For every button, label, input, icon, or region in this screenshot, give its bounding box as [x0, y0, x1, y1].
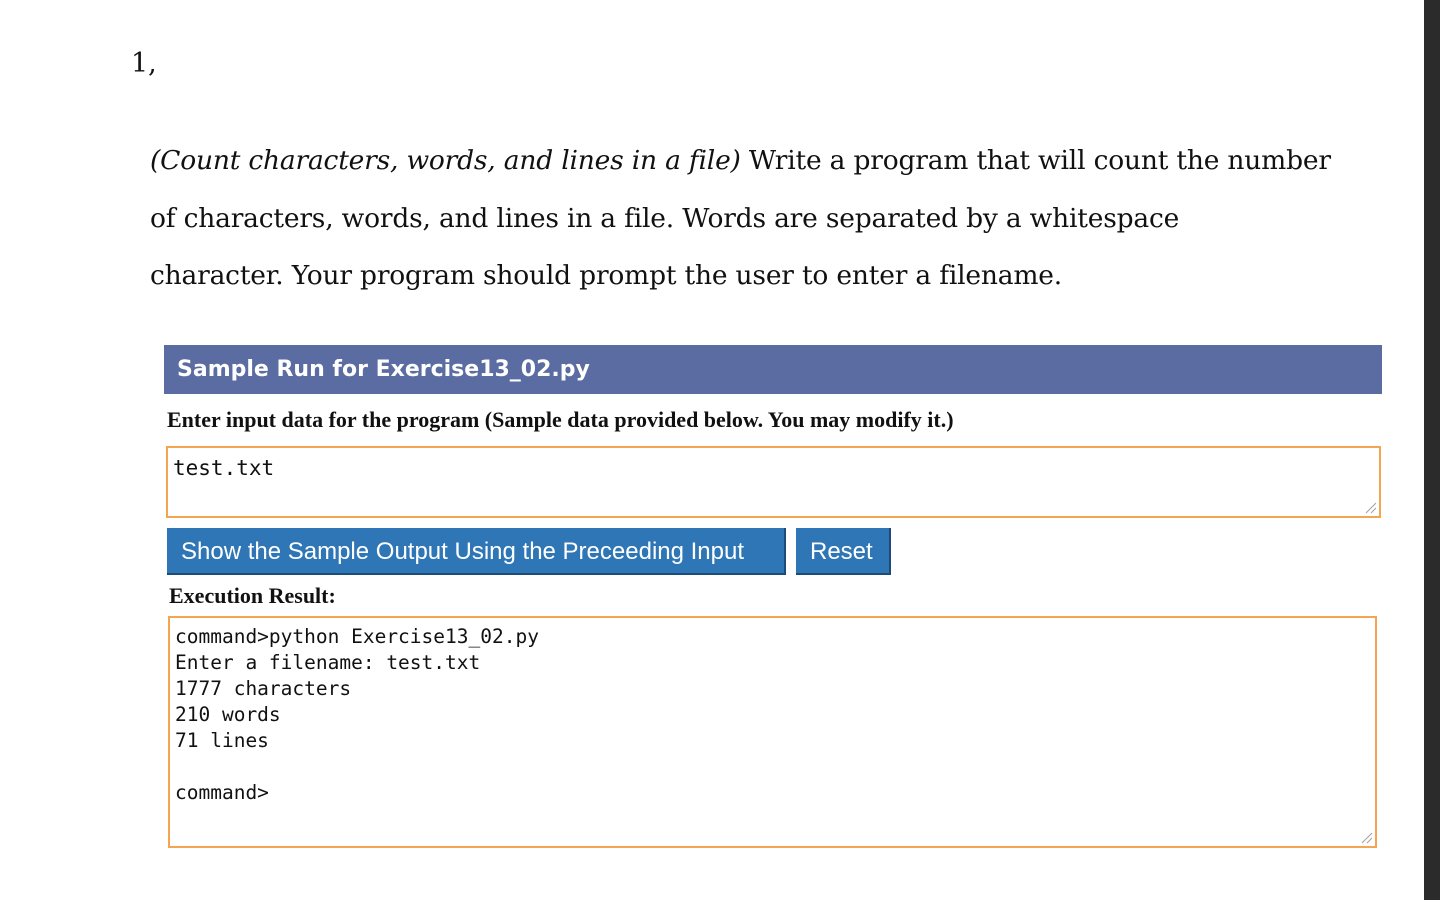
resize-grip-icon[interactable] — [1359, 830, 1373, 844]
item-number: 1, — [131, 48, 157, 79]
problem-title: (Count characters, words, and lines in a file) — [150, 145, 741, 176]
problem-line-3: character. Your program should prompt the user to enter a filename. — [150, 260, 1062, 291]
sample-run-header: Sample Run for Exercise13_02.py — [164, 345, 1382, 394]
problem-line-1-text: Write a program that will count the number — [740, 145, 1331, 176]
input-data-textarea[interactable] — [166, 446, 1381, 518]
resize-grip-icon[interactable] — [1363, 500, 1377, 514]
show-sample-output-button[interactable]: Show the Sample Output Using the Preceeding Input — [167, 528, 786, 575]
problem-line-2: of characters, words, and lines in a file. Words are separated by a whitespace — [150, 202, 1180, 234]
problem-line-1 — [150, 132, 1400, 190]
input-data-label: Enter input data for the program (Sample data provided below. You may modify it.) — [167, 407, 954, 432]
problem-statement — [150, 132, 1400, 305]
execution-result-label: Execution Result: — [169, 583, 336, 608]
execution-result-textarea[interactable] — [168, 616, 1377, 848]
reset-button[interactable]: Reset — [796, 528, 891, 575]
output-line: Enter a filename: test.txt — [175, 651, 481, 674]
output-line: command>python Exercise13_02.py — [175, 625, 539, 648]
output-line: 1777 characters — [175, 677, 352, 700]
output-line: 210 words — [175, 703, 281, 726]
output-line — [175, 754, 1370, 780]
input-data-value: test.txt — [173, 456, 275, 480]
output-line: command> — [175, 781, 269, 804]
output-line: 71 lines — [175, 729, 269, 752]
vertical-scrollbar[interactable] — [1424, 0, 1440, 900]
